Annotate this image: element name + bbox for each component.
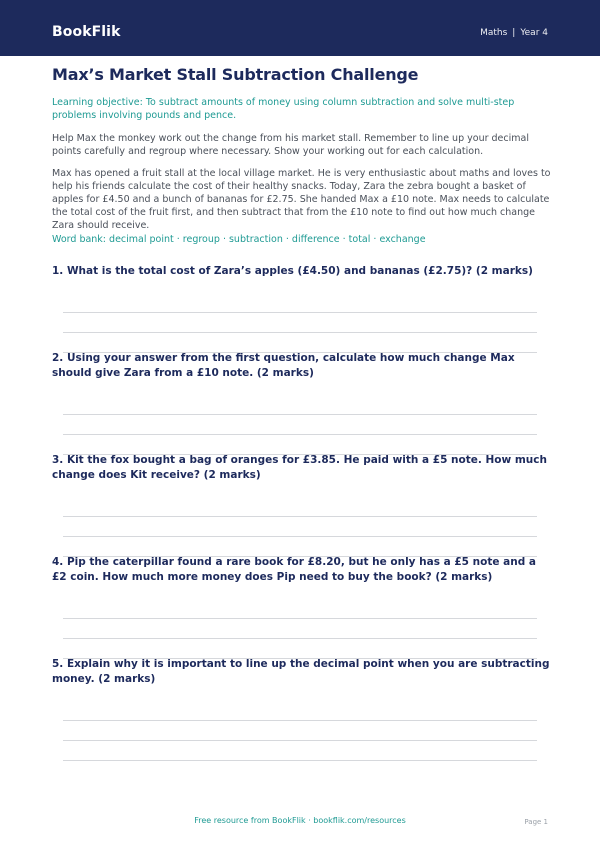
brand-logo-text: BookFlik bbox=[52, 24, 121, 40]
question-4: 4. Pip the caterpillar found a rare book for £8.20, but he only has a £5 note and a £2 coin. How much more money does Pip need to buy the book? (2 marks) bbox=[52, 556, 536, 583]
page-title: Max’s Market Stall Subtraction Challenge bbox=[52, 65, 419, 84]
answer-line[interactable] bbox=[63, 414, 537, 415]
answer-line[interactable] bbox=[63, 740, 537, 741]
learning-objective: Learning objective: To subtract amounts of money using column subtraction and solve multi-step problems involving pounds and pence. bbox=[52, 97, 515, 121]
answer-line[interactable] bbox=[63, 760, 537, 761]
question-3: 3. Kit the fox bought a bag of oranges for £3.85. He paid with a £5 note. How much change does Kit receive? (2 marks) bbox=[52, 454, 547, 481]
answer-line[interactable] bbox=[63, 618, 537, 619]
header-bar bbox=[0, 0, 600, 56]
answer-line[interactable] bbox=[63, 516, 537, 517]
word-bank: Word bank: decimal point · regroup · subtraction · difference · total · exchange bbox=[52, 234, 426, 245]
intro-paragraph: Help Max the monkey work out the change from his market stall. Remember to line up your decimal points carefully and regroup where necessary. Show your working out for each calculation. bbox=[52, 133, 529, 157]
page-number: Page 1 bbox=[524, 818, 548, 826]
year-label: Year 4 bbox=[520, 28, 548, 38]
question-2: 2. Using your answer from the first question, calculate how much change Max should give Zara from a £10 note. (2 marks) bbox=[52, 352, 515, 379]
question-5: 5. Explain why it is important to line up the decimal point when you are subtracting money. (2 marks) bbox=[52, 658, 550, 685]
answer-line[interactable] bbox=[63, 434, 537, 435]
answer-line[interactable] bbox=[63, 332, 537, 333]
question-1: 1. What is the total cost of Zara’s apples (£4.50) and bananas (£2.75)? (2 marks) bbox=[52, 265, 533, 277]
subject-label: Maths bbox=[480, 28, 508, 38]
story-paragraph: Max has opened a fruit stall at the local village market. He is very enthusiastic about maths and loves to help his friends calculate the cost of their healthy snacks. Today, Zara the zebra bought a basket of apples for £4.50 and a bunch of bananas for £2.75. She handed Max a £10 note. Max needs to calculate the total cost of the fruit first, and then subtract that from the £10 note to find out how much change Zara should receive. bbox=[52, 168, 551, 231]
answer-line[interactable] bbox=[63, 638, 537, 639]
header-meta bbox=[480, 28, 548, 38]
footer-text: Free resource from BookFlik · bookflik.com/resources bbox=[194, 816, 406, 825]
answer-line[interactable] bbox=[63, 536, 537, 537]
answer-line[interactable] bbox=[63, 312, 537, 313]
answer-line[interactable] bbox=[63, 720, 537, 721]
meta-separator: | bbox=[512, 28, 516, 38]
